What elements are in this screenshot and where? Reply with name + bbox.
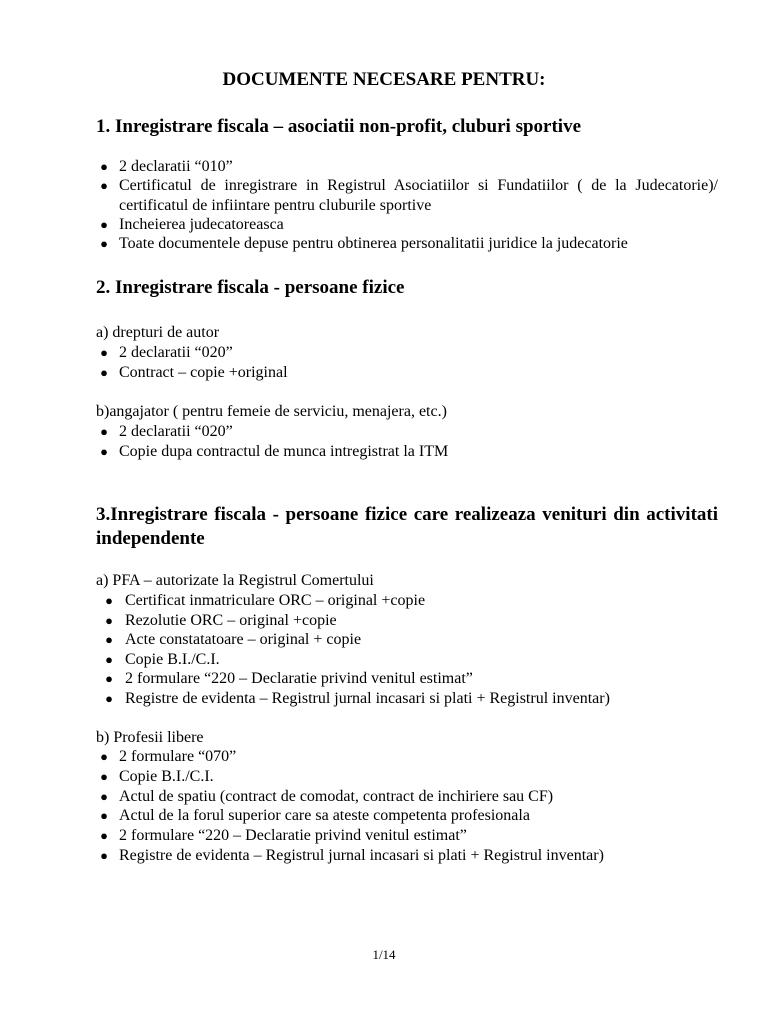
list-item: ● Acte constatatoare – original + copie: [96, 630, 718, 650]
bullet-icon: ●: [100, 769, 108, 784]
list-item: ● Certificatul de inregistrare in Registrul Asociatiilor si Fundatiilor ( de la Judecatorie)/ certificatul de infiintare pentru cluburile sportive: [96, 176, 718, 215]
bullet-icon: ●: [105, 652, 113, 667]
list-item: ● Toate documentele depuse pentru obtinerea personalitatii juridice la judecatorie: [96, 234, 718, 254]
bullet-icon: ●: [100, 848, 108, 863]
list-item: ● 2 declaratii “010”: [96, 157, 718, 177]
bullet-icon: ●: [100, 178, 108, 193]
bullet-icon: ●: [100, 159, 108, 174]
list-item: ● 2 declaratii “020”: [96, 343, 718, 363]
page-number: 1/14: [372, 947, 396, 962]
bullet-icon: ●: [100, 345, 108, 360]
document-title: DOCUMENTE NECESARE PENTRU:: [222, 69, 546, 90]
bullet-icon: ●: [100, 236, 108, 251]
list-item: ● Certificat inmatriculare ORC – original +copie: [96, 591, 718, 611]
list-item: ● 2 formulare “220 – Declaratie privind venitul estimat”: [96, 826, 718, 846]
bullet-icon: ●: [100, 789, 108, 804]
list-item: ● Actul de spatiu (contract de comodat, contract de inchiriere sau CF): [96, 787, 718, 807]
list-item: ● Contract – copie +original: [96, 363, 718, 383]
list-item: ● 2 declaratii “020”: [96, 422, 718, 442]
bullet-icon: ●: [105, 632, 113, 647]
bullet-icon: ●: [100, 444, 108, 459]
list-item: ● 2 formulare “220 – Declaratie privind venitul estimat”: [96, 669, 718, 689]
bullet-icon: ●: [100, 749, 108, 764]
list-item: ● Copie B.I./C.I.: [96, 767, 718, 787]
list-item: ● Incheierea judecatoreasca: [96, 215, 718, 235]
list-item: ● 2 formulare “070”: [96, 747, 718, 767]
bullet-icon: ●: [100, 365, 108, 380]
section-3-heading: 3.Inregistrare fiscala - persoane fizice care realizeaza venituri din activitati independente: [96, 504, 718, 549]
section-1-heading: 1. Inregistrare fiscala – asociatii non-profit, cluburi sportive: [96, 116, 582, 137]
list-item: ● Registre de evidenta – Registrul jurnal incasari si plati + Registrul inventar): [96, 846, 718, 866]
section-3-a-label: a) PFA – autorizate la Registrul Comertului: [96, 572, 374, 589]
list-item: ● Rezolutie ORC – original +copie: [96, 611, 718, 631]
section-2-a-label: a) drepturi de autor: [96, 324, 220, 341]
bullet-icon: ●: [100, 424, 108, 439]
section-3-b-label: b) Profesii libere: [96, 729, 204, 746]
bullet-icon: ●: [105, 691, 113, 706]
list-item: ● Registre de evidenta – Registrul jurnal incasari si plati + Registrul inventar): [96, 689, 718, 709]
list-item: ● Copie dupa contractul de munca intregistrat la ITM: [96, 442, 718, 462]
bullet-icon: ●: [100, 828, 108, 843]
bullet-icon: ●: [100, 808, 108, 823]
bullet-icon: ●: [100, 217, 108, 232]
list-item: ● Actul de la forul superior care sa ateste competenta profesionala: [96, 806, 718, 826]
bullet-icon: ●: [105, 593, 113, 608]
section-2-heading: 2. Inregistrare fiscala - persoane fizice: [96, 277, 405, 298]
list-item: ● Copie B.I./C.I.: [96, 650, 718, 670]
section-2-b-label: b)angajator ( pentru femeie de serviciu, menajera, etc.): [96, 403, 447, 420]
bullet-icon: ●: [105, 613, 113, 628]
bullet-icon: ●: [105, 671, 113, 686]
